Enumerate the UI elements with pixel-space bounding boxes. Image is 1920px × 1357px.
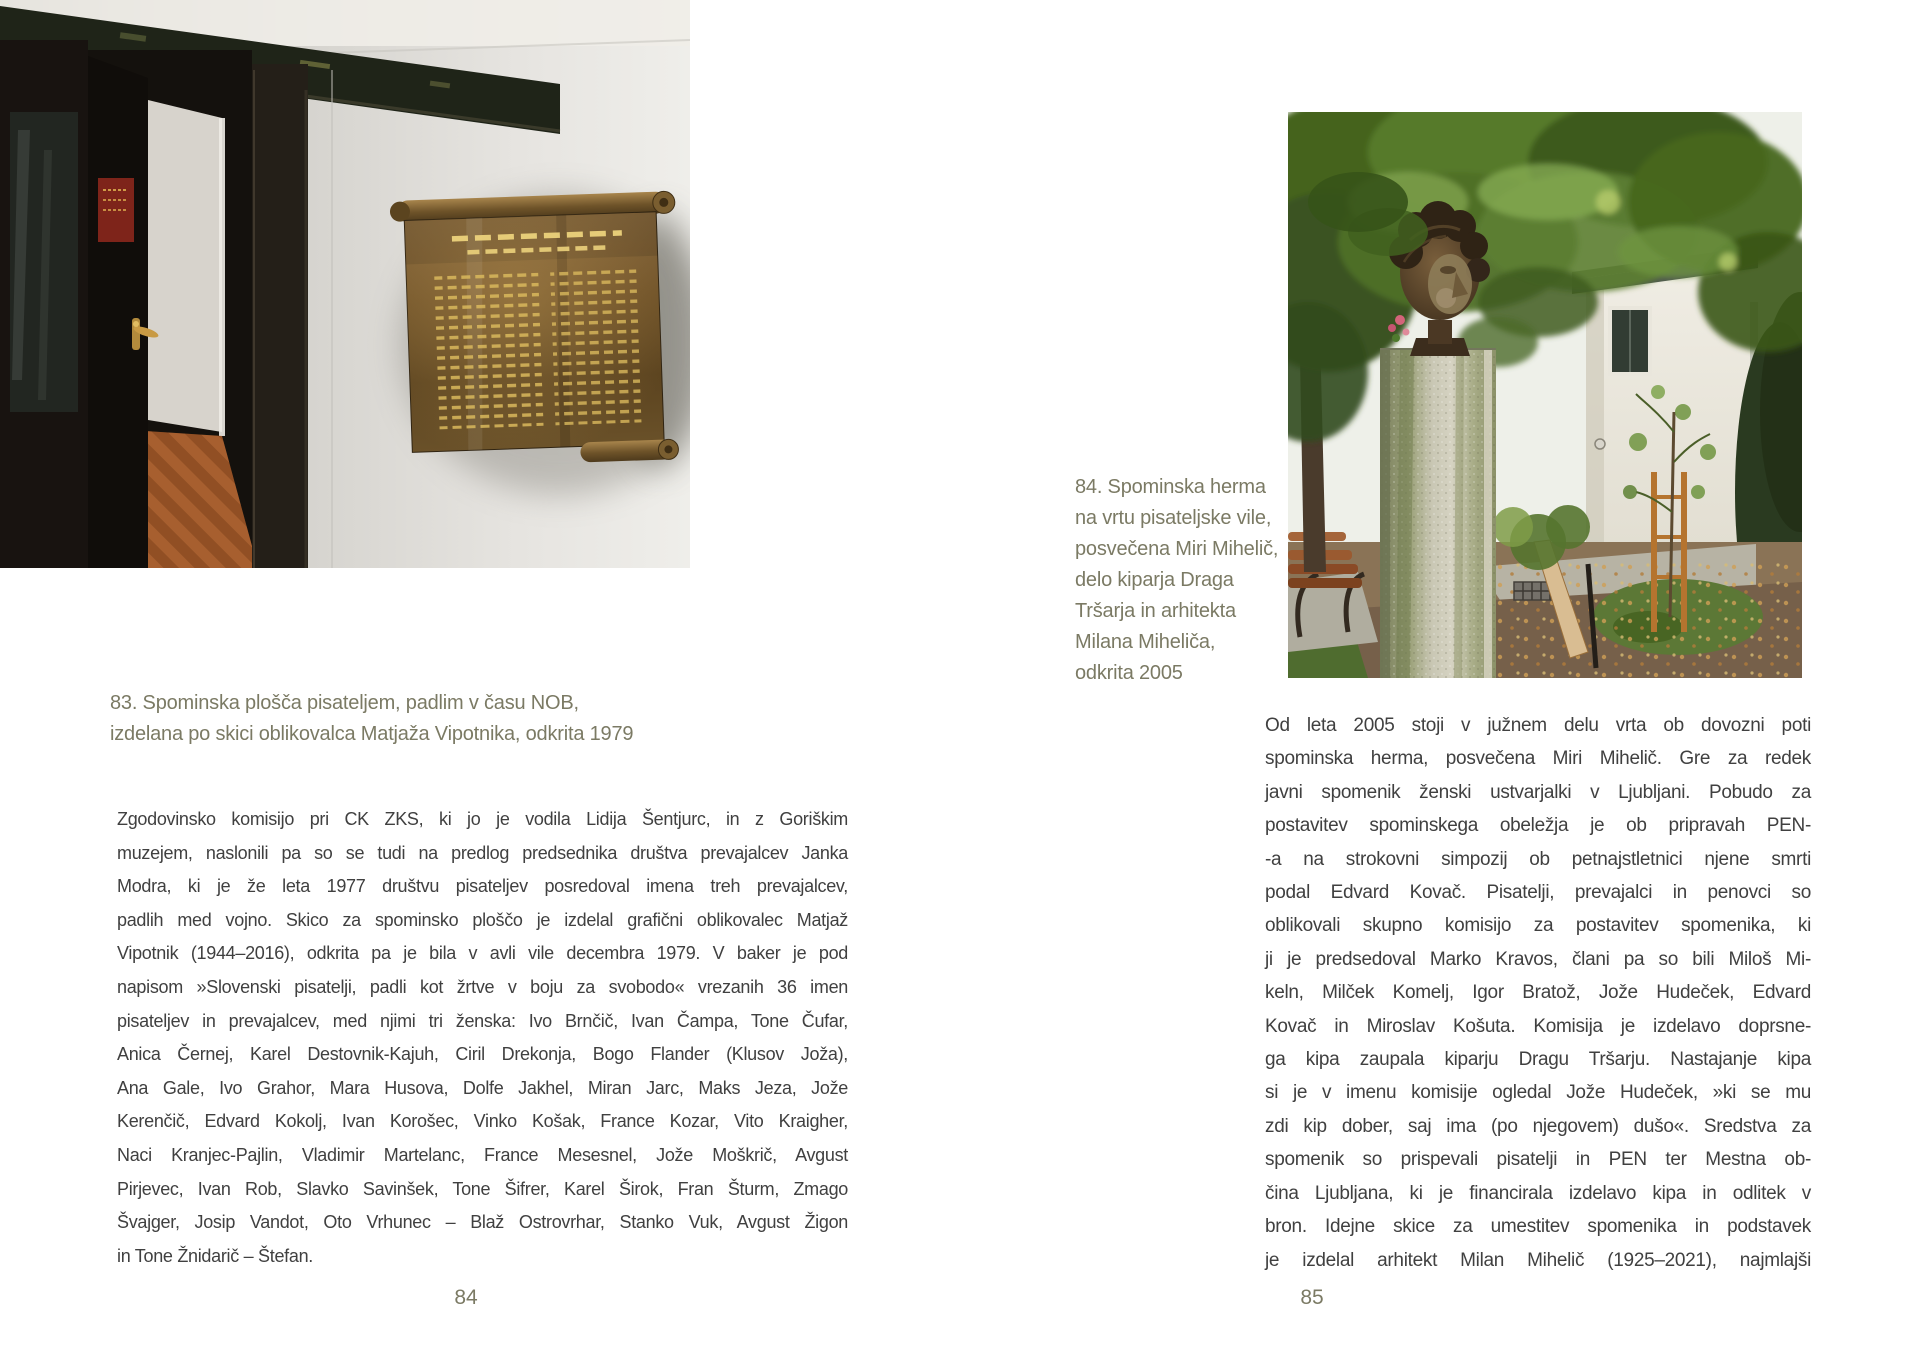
figure-caption-84: 84. Spominska herma na vrtu pisateljske vile, posvečena Miri Mihelič, delo kiparja Draga Tršarja in arhitekta Milana Miheliča, odkrita 2005: [1075, 476, 1279, 684]
concrete-pedestal: [1380, 348, 1496, 678]
open-doorway: [0, 40, 258, 568]
plaque-name-rows: [434, 268, 543, 430]
page-number-85: 85: [1300, 1286, 1324, 1309]
wall-lamp: [1595, 439, 1605, 449]
figure-caption-83: 83. Spominska plošča pisateljem, padlim v času NOB, izdelana po skici oblikovalca Matjaža Vipotnika, odkrita 1979: [110, 692, 634, 745]
body-text-left: Zgodovinsko komisijo pri CK ZKS, ki jo je vodila Lidija Šentjurc, in z Goriškim muzejem, naslonili pa so se tudi na predlog predsednika društva prevajalcev Janka Modra, ki je že leta 1977 društvu pisateljev posredoval imena treh prevajalcev, padlih med vojno. Skico za spominsko ploščo je izdelal grafični oblikovalec Matjaž Vipotnik (1944–2016), odkrita pa je bila v avli vile decembra 1979. V baker je pod napisom »Slovenski pisatelji, padli kot žrtve v boju za svobodo« vrezanih 36 imen pisateljev in prevajalcev, med njimi tri ženska: Ivo Brnčič, Ivan Čampa, Tone Čufar, Anica Černej, Karel Destovnik-Kajuh, Ciril Drekonja, Bogo Flander (Klusov Joža), Ana Gale, Ivo Grahor, Mara Husova, Dolfe Jakhel, Miran Jarc, Maks Jeza, Jože Kerenčič, Edvard Kokolj, Ivan Korošec, Vinko Košak, France Kozar, Vito Kraigher, Naci Kranjec-Pajlin, Vladimir Martelanc, France Mesesnel, Jože Moškrič, Avgust Pirjevec, Ivan Rob, Slavko Savinšek, Tone Šifrer, Karel Širok, Fran Šturm, Zmago Švajger, Josip Vandot, Oto Vrhunec – Blaž Ostrovrhar, Stanko Vuk, Avgust Žigon in Tone Žnidarič – Štefan.: [117, 809, 848, 1266]
page-number-84: 84: [454, 1286, 478, 1309]
glass-door-leaf: [0, 40, 88, 568]
door-jamb: [252, 64, 308, 568]
body-text-right: Od leta 2005 stoji v južnem delu vrta ob dovozni poti spominska herma, posvečena Miri Mihelič. Gre za redek javni spomenik ženski ustvarjalki v Ljubljani. Pobudo za postavitev spominskega obeležja je ob pripravah PEN- -a na strokovni simpozij ob petnajstletnici njene smrti podal Edvard Kovač. Pisatelji, prevajalci in penovci so oblikovali skupno komisijo za postavitev spomenika, ki ji je predsedoval Marko Kravos, člani pa so bili Miloš Mi- keln, Milček Komelj, Igor Bratož, Jože Hudeček, Edvard Kovač in Miroslav Košuta. Komisija je izdelavo doprsne- ga kipa zaupala kiparju Dragu Tršarju. Nastajanje kipa si je v imenu komisije ogledal Jože Hudeček, »ki se mu zdi kip dober, saj ima (po njegovem) dušo«. Sredstva za spomenik so prispevali pisatelji in PEN ter Mestna ob- čina Ljubljana, ki je financirala izdelavo kipa in odlitek v bron. Idejne skice za umestitev spomenika in podstavek je izdelal arhitekt Milan Mihelič (1925–2021), najmlajši: [1265, 715, 1811, 1271]
photo-memorial-plaque-interior: [0, 0, 690, 568]
photo-memorial-herma-garden: [1288, 112, 1802, 678]
bronze-memorial-plaque: [390, 191, 684, 469]
photo-left-illustration: [0, 0, 690, 568]
photo-right-illustration: [1288, 112, 1802, 678]
